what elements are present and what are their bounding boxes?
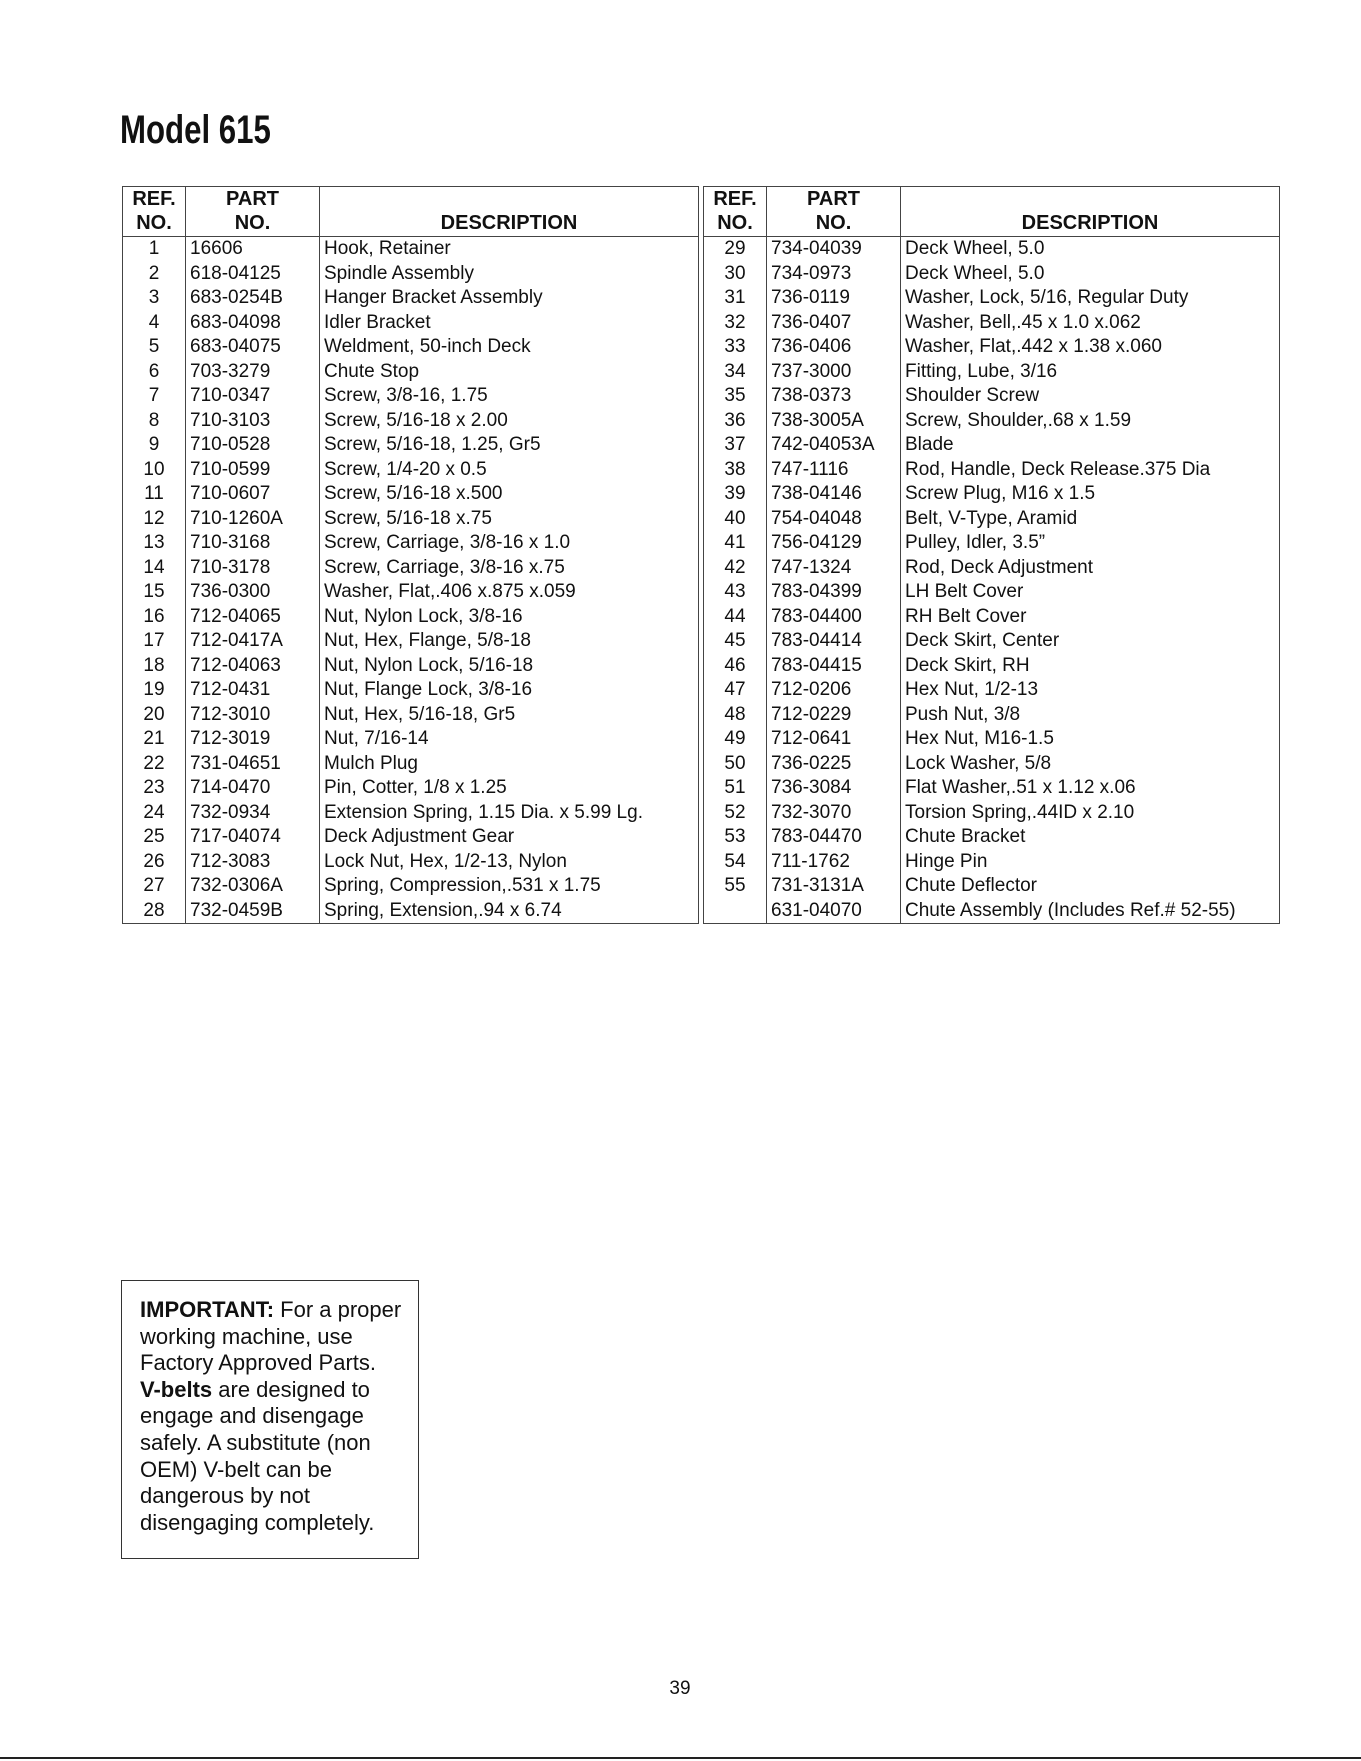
table-row [704,335,1280,360]
part-no-cell: 738-3005A [767,409,901,434]
description-cell: Chute Deflector [901,874,1280,899]
part-no-cell: 738-04146 [767,482,901,507]
description-cell: Lock Washer, 5/8 [901,752,1280,777]
table-row [704,482,1280,507]
table-row [123,580,699,605]
part-no-cell: 712-04063 [186,654,320,679]
part-no-cell: 732-3070 [767,801,901,826]
part-no-cell: 734-0973 [767,262,901,287]
part-no-cell: 712-04065 [186,605,320,630]
description-cell: Weldment, 50-inch Deck [320,335,699,360]
table-row [123,850,699,875]
ref-no-cell: 43 [704,580,767,605]
description-cell: Washer, Flat,.442 x 1.38 x.060 [901,335,1280,360]
part-no-cell: 734-04039 [767,237,901,262]
description-cell: Deck Wheel, 5.0 [901,262,1280,287]
description-cell: Hanger Bracket Assembly [320,286,699,311]
table-row [704,801,1280,826]
table-header-row [704,187,1280,237]
description-cell: Hex Nut, M16-1.5 [901,727,1280,752]
description-cell: Hex Nut, 1/2-13 [901,678,1280,703]
important-text-1: For a proper working machine, use Factory Approved Parts. [140,1297,402,1376]
part-no-cell: 710-3103 [186,409,320,434]
part-no-cell: 703-3279 [186,360,320,385]
description-cell: Nut, 7/16-14 [320,727,699,752]
ref-no-cell: 24 [123,801,186,826]
ref-no-cell: 50 [704,752,767,777]
ref-no-cell: 16 [123,605,186,630]
ref-no-cell: 55 [704,874,767,899]
part-no-cell: 731-04651 [186,752,320,777]
table-row [123,801,699,826]
description-cell: Spring, Compression,.531 x 1.75 [320,874,699,899]
table-row [123,776,699,801]
description-cell: RH Belt Cover [901,605,1280,630]
table-row [123,286,699,311]
table-row [704,433,1280,458]
table-row [704,629,1280,654]
parts-table-left [122,186,699,924]
part-no-cell: 783-04414 [767,629,901,654]
part-no-cell: 732-0459B [186,899,320,924]
description-cell: Screw, Shoulder,.68 x 1.59 [901,409,1280,434]
ref-no-cell [704,899,767,924]
ref-no-cell: 7 [123,384,186,409]
table-row [704,678,1280,703]
ref-no-cell: 39 [704,482,767,507]
part-no-cell: 710-3178 [186,556,320,581]
description-header: DESCRIPTION [901,187,1280,237]
description-cell: Pulley, Idler, 3.5” [901,531,1280,556]
part-no-cell: 710-0528 [186,433,320,458]
ref-no-cell: 22 [123,752,186,777]
part-no-cell: 710-0347 [186,384,320,409]
part-no-cell: 737-3000 [767,360,901,385]
description-cell: Nut, Nylon Lock, 5/16-18 [320,654,699,679]
ref-no-cell: 47 [704,678,767,703]
table-row [123,433,699,458]
table-row [704,556,1280,581]
part-no-cell: 631-04070 [767,899,901,924]
table-row [123,752,699,777]
ref-no-cell: 42 [704,556,767,581]
ref-no-cell: 17 [123,629,186,654]
ref-no-cell: 29 [704,237,767,262]
description-cell: Pin, Cotter, 1/8 x 1.25 [320,776,699,801]
ref-no-cell: 54 [704,850,767,875]
part-no-cell: 756-04129 [767,531,901,556]
ref-no-cell: 13 [123,531,186,556]
table-row [123,899,699,924]
part-no-cell: 736-0406 [767,335,901,360]
table-row [123,409,699,434]
description-cell: LH Belt Cover [901,580,1280,605]
part-no-cell: 711-1762 [767,850,901,875]
description-cell: Nut, Flange Lock, 3/8-16 [320,678,699,703]
table-row [123,458,699,483]
ref-no-cell: 27 [123,874,186,899]
table-row [704,899,1280,924]
table-row [123,482,699,507]
ref-no-cell: 46 [704,654,767,679]
part-no-cell: 783-04400 [767,605,901,630]
ref-no-cell: 38 [704,458,767,483]
ref-no-cell: 12 [123,507,186,532]
ref-no-cell: 32 [704,311,767,336]
description-cell: Screw, 5/16-18, 1.25, Gr5 [320,433,699,458]
description-cell: Idler Bracket [320,311,699,336]
part-no-cell: 738-0373 [767,384,901,409]
ref-no-cell: 4 [123,311,186,336]
ref-no-cell: 14 [123,556,186,581]
part-no-header: PART NO. [186,187,320,237]
part-no-cell: 710-1260A [186,507,320,532]
part-no-cell: 783-04470 [767,825,901,850]
ref-no-cell: 45 [704,629,767,654]
table-row [123,311,699,336]
part-no-header: PART NO. [767,187,901,237]
page-title: Model 615 [120,108,271,152]
description-cell: Extension Spring, 1.15 Dia. x 5.99 Lg. [320,801,699,826]
part-no-cell: 683-0254B [186,286,320,311]
ref-no-cell: 34 [704,360,767,385]
table-row [704,752,1280,777]
description-cell: Rod, Deck Adjustment [901,556,1280,581]
table-row [704,507,1280,532]
part-no-cell: 710-0607 [186,482,320,507]
ref-no-cell: 8 [123,409,186,434]
ref-no-cell: 9 [123,433,186,458]
description-cell: Chute Bracket [901,825,1280,850]
description-cell: Shoulder Screw [901,384,1280,409]
part-no-cell: 712-3010 [186,703,320,728]
description-cell: Deck Adjustment Gear [320,825,699,850]
table-row [704,237,1280,262]
description-cell: Screw, Carriage, 3/8-16 x.75 [320,556,699,581]
table-row [704,458,1280,483]
table-row [704,311,1280,336]
table-row [123,874,699,899]
description-cell: Screw, 3/8-16, 1.75 [320,384,699,409]
table-row [123,654,699,679]
table-row [123,703,699,728]
description-cell: Torsion Spring,.44ID x 2.10 [901,801,1280,826]
part-no-cell: 712-0417A [186,629,320,654]
table-row [123,335,699,360]
table-row [123,384,699,409]
description-cell: Screw, 5/16-18 x 2.00 [320,409,699,434]
part-no-cell: 732-0306A [186,874,320,899]
description-cell: Hook, Retainer [320,237,699,262]
part-no-cell: 712-0229 [767,703,901,728]
part-no-cell: 747-1324 [767,556,901,581]
table-row [704,580,1280,605]
table-row [704,850,1280,875]
ref-no-cell: 11 [123,482,186,507]
description-header: DESCRIPTION [320,187,699,237]
part-no-cell: 736-0225 [767,752,901,777]
part-no-cell: 731-3131A [767,874,901,899]
part-no-cell: 742-04053A [767,433,901,458]
ref-no-cell: 53 [704,825,767,850]
ref-no-cell: 31 [704,286,767,311]
table-row [704,262,1280,287]
description-cell: Spindle Assembly [320,262,699,287]
description-cell: Fitting, Lube, 3/16 [901,360,1280,385]
v-belts-label: V-belts [140,1376,213,1402]
description-cell: Washer, Bell,.45 x 1.0 x.062 [901,311,1280,336]
description-cell: Rod, Handle, Deck Release.375 Dia [901,458,1280,483]
important-notice [121,1280,419,1559]
table-row [704,605,1280,630]
description-cell: Flat Washer,.51 x 1.12 x.06 [901,776,1280,801]
ref-no-cell: 6 [123,360,186,385]
ref-no-cell: 49 [704,727,767,752]
part-no-cell: 747-1116 [767,458,901,483]
ref-no-header: REF. NO. [123,187,186,237]
table-row [704,531,1280,556]
table-row [123,678,699,703]
ref-no-cell: 3 [123,286,186,311]
parts-table-right [703,186,1280,924]
description-cell: Screw, 5/16-18 x.500 [320,482,699,507]
description-cell: Screw, Carriage, 3/8-16 x 1.0 [320,531,699,556]
description-cell: Nut, Hex, 5/16-18, Gr5 [320,703,699,728]
part-no-cell: 618-04125 [186,262,320,287]
part-no-cell: 783-04399 [767,580,901,605]
table-row [123,629,699,654]
table-row [123,360,699,385]
ref-no-cell: 40 [704,507,767,532]
part-no-cell: 683-04075 [186,335,320,360]
table-row [704,360,1280,385]
table-row [704,409,1280,434]
part-no-cell: 783-04415 [767,654,901,679]
ref-no-cell: 33 [704,335,767,360]
description-cell: Washer, Flat,.406 x.875 x.059 [320,580,699,605]
ref-no-cell: 41 [704,531,767,556]
description-cell: Chute Assembly (Includes Ref.# 52-55) [901,899,1280,924]
table-row [704,825,1280,850]
description-cell: Belt, V-Type, Aramid [901,507,1280,532]
description-cell: Screw Plug, M16 x 1.5 [901,482,1280,507]
ref-no-cell: 30 [704,262,767,287]
description-cell: Spring, Extension,.94 x 6.74 [320,899,699,924]
description-cell: Screw, 5/16-18 x.75 [320,507,699,532]
ref-no-cell: 48 [704,703,767,728]
table-header-row [123,187,699,237]
table-row [123,605,699,630]
description-cell: Push Nut, 3/8 [901,703,1280,728]
important-label: IMPORTANT: [140,1297,275,1322]
part-no-cell: 710-3168 [186,531,320,556]
description-cell: Hinge Pin [901,850,1280,875]
part-no-cell: 754-04048 [767,507,901,532]
description-cell: Nut, Nylon Lock, 3/8-16 [320,605,699,630]
part-no-cell: 712-0431 [186,678,320,703]
table-row [704,384,1280,409]
ref-no-cell: 20 [123,703,186,728]
table-row [704,286,1280,311]
part-no-cell: 714-0470 [186,776,320,801]
ref-no-cell: 21 [123,727,186,752]
part-no-cell: 712-3019 [186,727,320,752]
ref-no-cell: 36 [704,409,767,434]
ref-no-cell: 23 [123,776,186,801]
part-no-cell: 712-0206 [767,678,901,703]
ref-no-cell: 18 [123,654,186,679]
table-row [123,531,699,556]
table-row [123,556,699,581]
description-cell: Washer, Lock, 5/16, Regular Duty [901,286,1280,311]
description-cell: Screw, 1/4-20 x 0.5 [320,458,699,483]
page-number: 39 [669,1678,691,1699]
part-no-cell: 736-3084 [767,776,901,801]
part-no-cell: 736-0300 [186,580,320,605]
ref-no-cell: 1 [123,237,186,262]
ref-no-cell: 37 [704,433,767,458]
part-no-cell: 736-0119 [767,286,901,311]
important-text-2: are designed to engage and disengage safely. A substitute (non OEM) V-belt can be dangerous by not disengaging completely. [140,1376,375,1535]
table-row [123,507,699,532]
description-cell: Nut, Hex, Flange, 5/8-18 [320,629,699,654]
table-row [123,262,699,287]
ref-no-cell: 2 [123,262,186,287]
part-no-cell: 732-0934 [186,801,320,826]
part-no-cell: 16606 [186,237,320,262]
table-row [704,727,1280,752]
ref-no-cell: 25 [123,825,186,850]
description-cell: Blade [901,433,1280,458]
description-cell: Deck Skirt, Center [901,629,1280,654]
description-cell: Mulch Plug [320,752,699,777]
part-no-cell: 717-04074 [186,825,320,850]
ref-no-cell: 35 [704,384,767,409]
table-row [704,654,1280,679]
ref-no-cell: 52 [704,801,767,826]
ref-no-header: REF. NO. [704,187,767,237]
part-no-cell: 710-0599 [186,458,320,483]
ref-no-cell: 28 [123,899,186,924]
table-row [704,874,1280,899]
part-no-cell: 712-0641 [767,727,901,752]
description-cell: Deck Skirt, RH [901,654,1280,679]
part-no-cell: 683-04098 [186,311,320,336]
table-row [123,727,699,752]
table-row [704,703,1280,728]
part-no-cell: 736-0407 [767,311,901,336]
table-row [704,776,1280,801]
ref-no-cell: 26 [123,850,186,875]
description-cell: Lock Nut, Hex, 1/2-13, Nylon [320,850,699,875]
bottom-rule [0,1757,1361,1759]
ref-no-cell: 51 [704,776,767,801]
ref-no-cell: 19 [123,678,186,703]
ref-no-cell: 15 [123,580,186,605]
table-row [123,237,699,262]
table-row [123,825,699,850]
ref-no-cell: 44 [704,605,767,630]
part-no-cell: 712-3083 [186,850,320,875]
description-cell: Deck Wheel, 5.0 [901,237,1280,262]
description-cell: Chute Stop [320,360,699,385]
ref-no-cell: 10 [123,458,186,483]
ref-no-cell: 5 [123,335,186,360]
